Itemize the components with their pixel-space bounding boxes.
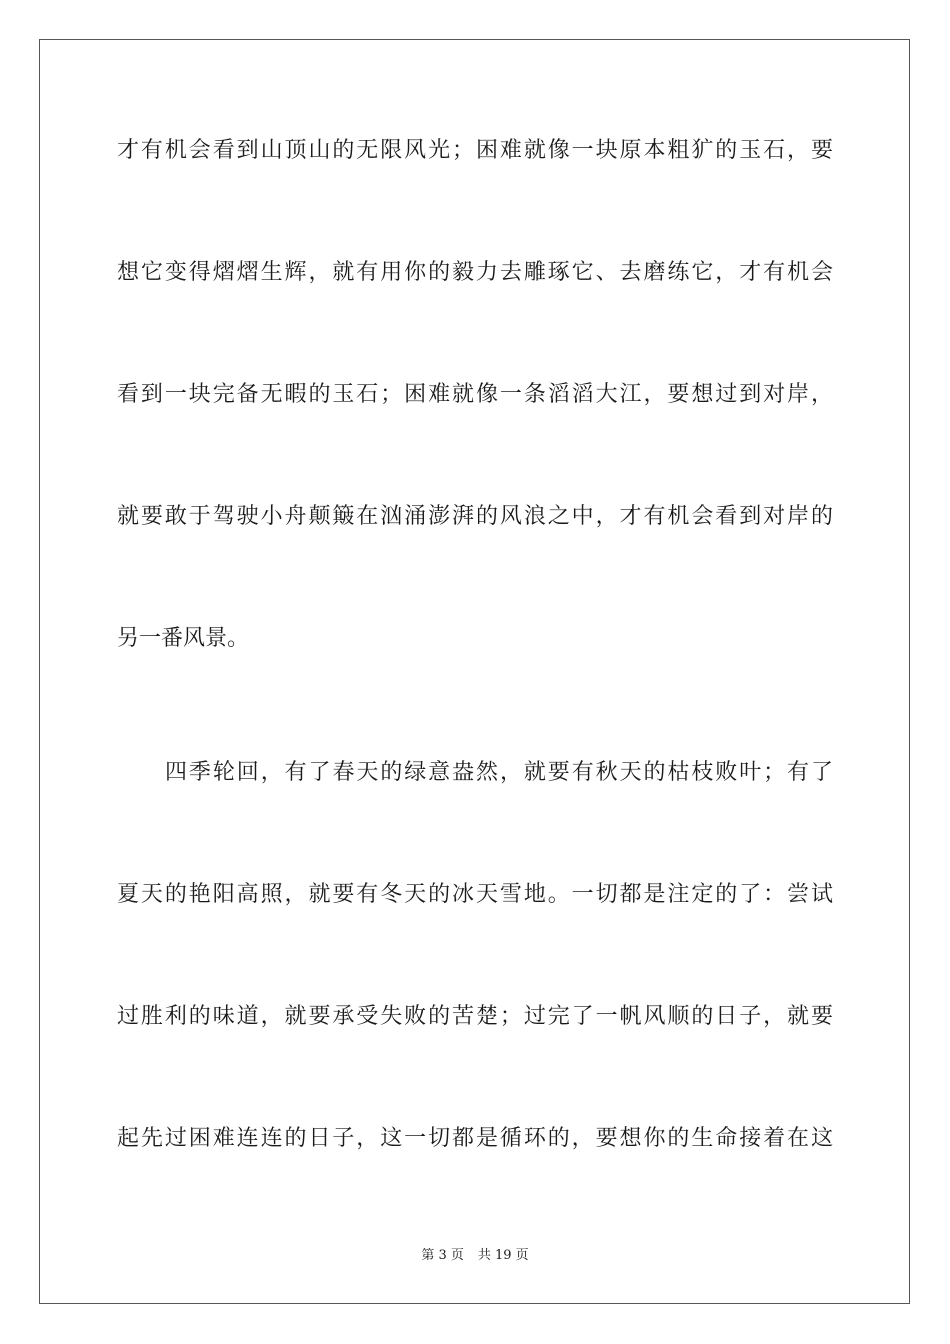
- text-line: 看到一块完备无暇的玉石；困难就像一条滔滔大江，要想过到对岸，: [117, 382, 833, 407]
- page-footer: [0, 1246, 950, 1266]
- text-line: 想它变得熠熠生辉，就有用你的毅力去雕琢它、去磨练它，才有机会: [117, 260, 833, 285]
- text-line: 夏天的艳阳高照，就要有冬天的冰天雪地。一切都是注定的了：尝试: [117, 882, 833, 907]
- text-line: 起先过困难连连的日子，这一切都是循环的，要想你的生命接着在这: [117, 1126, 833, 1151]
- text-line: 就要敢于驾驶小舟颠簸在汹涌澎湃的风浪之中，才有机会看到对岸的: [117, 504, 833, 529]
- page-border: [39, 39, 910, 1304]
- text-line: 四季轮回，有了春天的绿意盎然，就要有秋天的枯枝败叶；有了: [165, 760, 833, 785]
- text-line: 才有机会看到山顶山的无限风光；困难就像一块原本粗犷的玉石，要: [117, 138, 833, 163]
- text-line: 另一番风景。: [117, 626, 250, 651]
- page-total: 共 19 页: [477, 1248, 529, 1263]
- text-line: 过胜利的味道，就要承受失败的苦楚；过完了一帆风顺的日子，就要: [117, 1004, 833, 1029]
- page-number: 第 3 页: [421, 1248, 464, 1263]
